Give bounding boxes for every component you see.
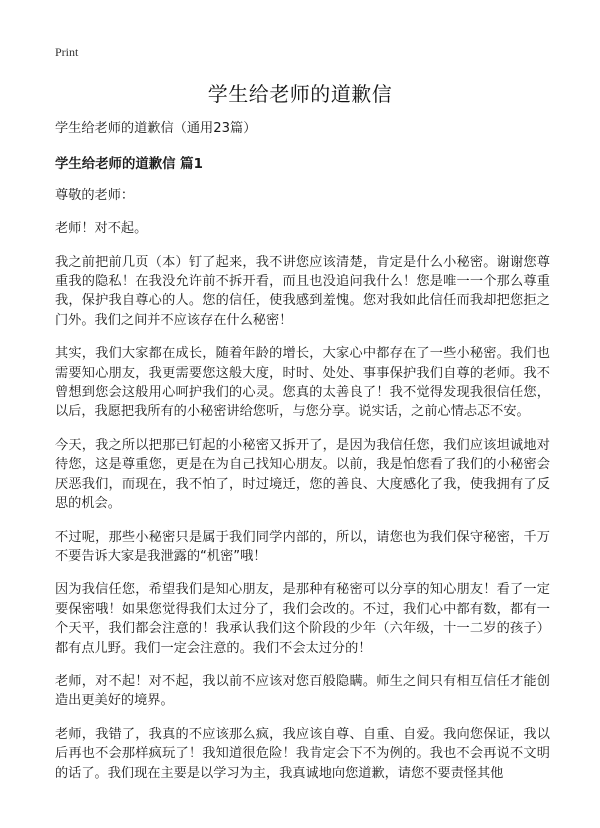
section-heading: 学生给老师的道歉信 篇1	[55, 157, 203, 173]
paragraph: 其实，我们大家都在成长，随着年龄的增长，大家心中都存在了一些小秘密。我们也需要知心朋友，我更需要您这般大度，时时、处处、事事保护我们自尊的老师。我不曾想到您会这般用心呵护我们的心灵。您真的太善良了！我不觉得发现我很信任您，以后，我愿把我所有的小秘密讲给您听，与您分享。说实话，之前心情忐忑不安。	[55, 346, 550, 420]
print-link[interactable]: Print	[55, 45, 79, 59]
paragraph: 老师，我错了，我真的不应该那么疯，我应该自尊、自重、自爱。我向您保证，我以后再也不会那样疯玩了！我知道很危险！我肯定会下不为例的。我也不会再说不文明的话了。我们现在主要是以学习为主，我真诚地向您道歉，请您不要责怪其他	[55, 726, 550, 781]
paragraph: 因为我信任您，希望我们是知心朋友，是那种有秘密可以分享的知心朋友！看了一定要保密哦！如果您觉得我们太过分了，我们会改的。不过，我们心中都有数，都有一个天平，我们都会注意的！我承认我们这个阶段的少年（六年级，十一二岁的孩子）都有点儿野。我们一定会注意的。我们不会太过分的！	[55, 582, 550, 656]
paragraph: 我之前把前几页（本）钉了起来，我不讲您应该清楚，肯定是什么小秘密。谢谢您尊重我的隐私！在我没允许前不拆开看，而且也没追问我什么！您是唯一一个那么尊重我，保护我自尊心的人。您的信任，使我感到羞愧。您对我如此信任而我却把您拒之门外。我们之间并不应该存在什么秘密！	[55, 254, 550, 328]
paragraph: 老师！对不起。	[55, 221, 148, 237]
document-subtitle: 学生给老师的道歉信（通用23篇）	[55, 121, 257, 136]
paragraph: 今天，我之所以把那已钉起的小秘密又拆开了，是因为我信任您，我们应该坦诚地对待您，这是尊重您，更是在为自己找知心朋友。以前，我是怕您看了我们的小秘密会厌恶我们，而现在，我不怕了，时过境迁，您的善良、大度感化了我，使我拥有了反思的机会。	[55, 437, 550, 512]
document-title: 学生给老师的道歉信	[207, 82, 393, 106]
document-body	[55, 119, 550, 797]
paragraph: 不过呢，那些小秘密只是属于我们同学内部的，所以，请您也为我们保守秘密，千万不要告诉大家是我泄露的“机密”哦！	[55, 529, 550, 564]
letter-greeting: 尊敬的老师：	[55, 187, 135, 203]
paragraph: 老师，对不起！对不起，我以前不应该对您百般隐瞒。师生之间只有相互信任才能创造出更美好的境界。	[55, 673, 550, 709]
